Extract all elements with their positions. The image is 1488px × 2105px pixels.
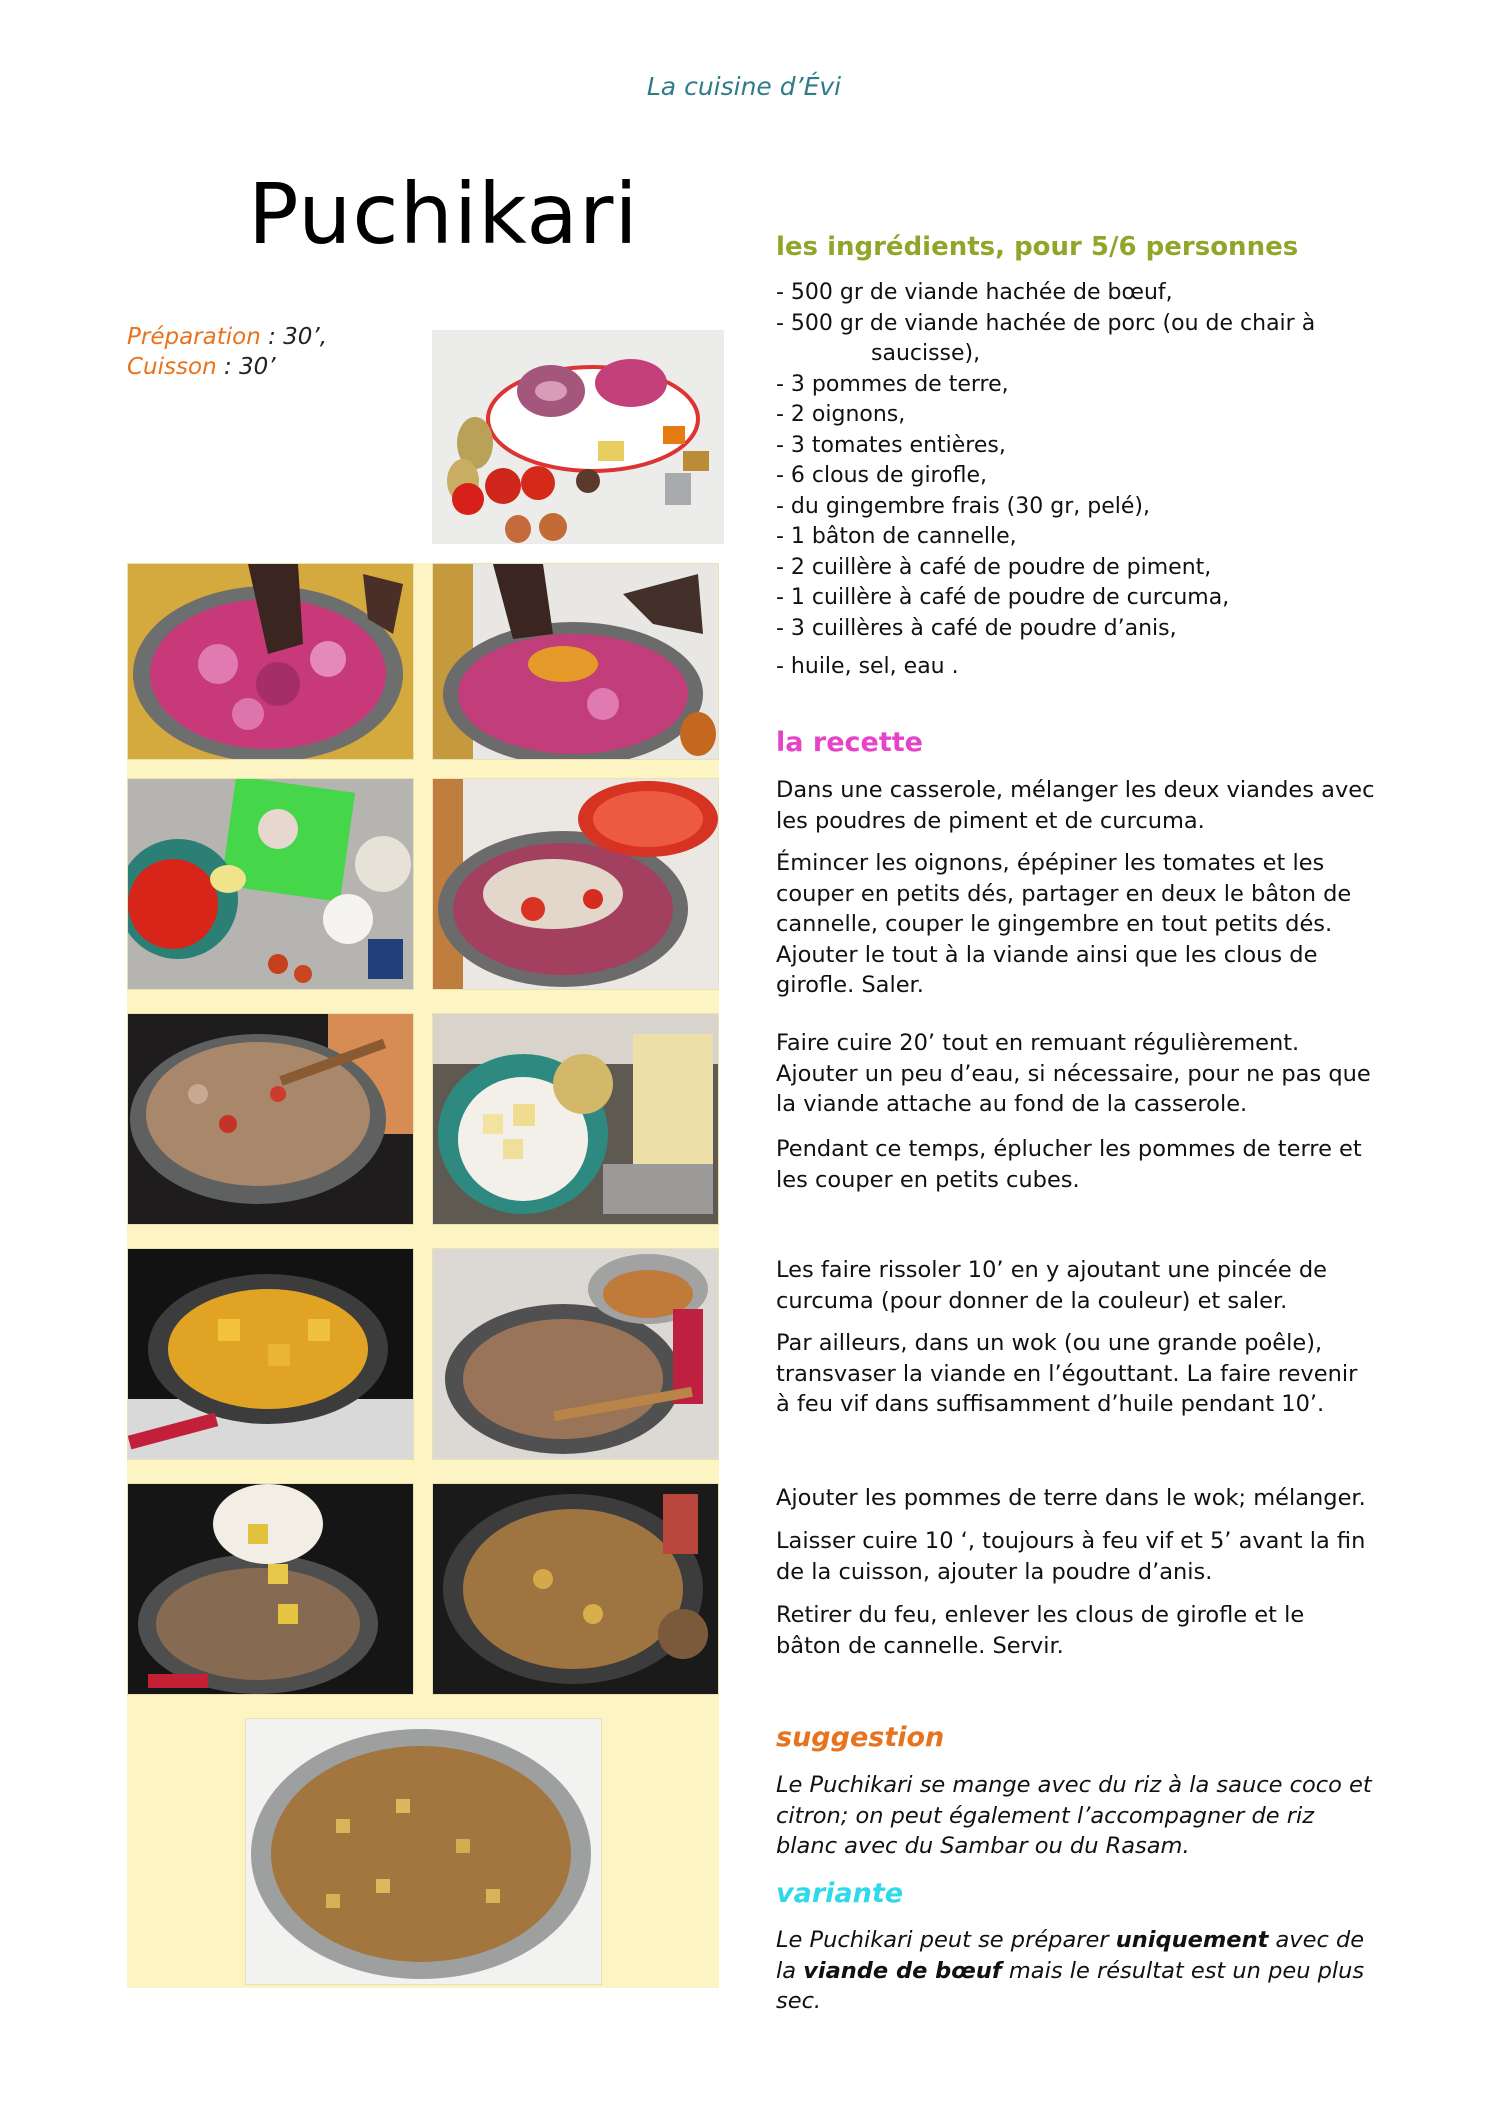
ingredient-item: - 500 gr de viande hachée de porc (ou de chair à (776, 310, 1316, 336)
ingredient-item: - 3 cuillères à café de poudre d’anis, (776, 615, 1177, 641)
suggestion-heading: suggestion (776, 1722, 945, 1753)
variant-text (776, 1925, 1376, 2017)
ingredients-list (776, 278, 1376, 644)
method-step: Émincer les oignons, épépiner les tomates et les couper en petits dés, partager en deux le bâton de cannelle, couper le gingembre en tout petits dés. Ajouter le tout à la viande ainsi que les clous de girofle. Saler. (776, 850, 1352, 998)
ingredient-item: - 1 bâton de cannelle, (776, 524, 1017, 549)
step-photo-adding-spices (432, 563, 719, 760)
ingredient-item: - du gingembre frais (30 gr, pelé), (776, 493, 1150, 519)
ingredient-item: - 3 tomates entières, (776, 432, 1006, 458)
method-step: Retirer du feu, enlever les clous de girofle et le bâton de cannelle. Servir. (776, 1602, 1305, 1659)
final-dish-photo (245, 1718, 602, 1985)
ingredient-item: - 3 pommes de terre, (776, 371, 1009, 397)
prep-label: Préparation (127, 324, 261, 350)
step-photo-potatoes (432, 1013, 719, 1225)
variant-text-part: mais le résultat est un peu plus sec. (776, 1957, 1365, 2014)
method-heading: la recette (776, 727, 923, 758)
step-photos-panel (127, 563, 719, 1988)
step-photo-mixing-meat (127, 563, 414, 760)
step-photo-wok-meat (432, 1248, 719, 1460)
method-step: Par ailleurs, dans un wok (ou une grande poêle), transvaser la viande en l’égouttant. La faire revenir à feu vif dans suffisamment d’huile pendant 10’. (776, 1330, 1358, 1417)
ingredient-item-last: - huile, sel, eau . (776, 654, 959, 679)
ingredient-item: - 2 cuillère à café de poudre de piment, (776, 554, 1212, 580)
step-photo-adding-potatoes (127, 1483, 414, 1695)
cook-value: : 30’ (216, 354, 276, 380)
ingredient-item: - 6 clous de girofle, (776, 463, 987, 488)
step-photo-frying-potatoes (127, 1248, 414, 1460)
recipe-timing (127, 322, 327, 382)
variant-text-part: Le Puchikari peut se préparer (776, 1927, 1116, 1953)
method-step: Dans une casserole, mélanger les deux viandes avec les poudres de piment et de curcuma. (776, 777, 1375, 834)
site-title: La cuisine d’Évi (646, 72, 842, 101)
cook-time (127, 352, 327, 382)
suggestion-text: Le Puchikari se mange avec du riz à la sauce coco et citron; on peut également l’accompagner de riz blanc avec du Sambar ou du Rasam. (776, 1772, 1372, 1859)
variant-heading: variante (776, 1878, 904, 1909)
step-photo-chopping (127, 778, 414, 990)
method-step: Ajouter les pommes de terre dans le wok; mélanger. (776, 1485, 1366, 1511)
step-photo-mixing-wok (432, 1483, 719, 1695)
prep-time (127, 322, 327, 352)
ingredients-photo (432, 330, 724, 544)
ingredient-item: saucisse), (871, 341, 981, 366)
variant-emphasis-only: uniquement (1115, 1927, 1269, 1953)
prep-value: : 30’, (260, 324, 328, 350)
variant-emphasis-beef: viande de bœuf (803, 1957, 1002, 1984)
method-step: Faire cuire 20’ tout en remuant régulièrement. Ajouter un peu d’eau, si nécessaire, pour ne pas que la viande attache au fond de la casserole. (776, 1030, 1371, 1117)
method-step: Laisser cuire 10 ‘, toujours à feu vif et 5’ avant la fin de la cuisson, ajouter la poudre d’anis. (776, 1528, 1366, 1585)
ingredient-item: - 1 cuillère à café de poudre de curcuma, (776, 585, 1230, 610)
step-photo-vegetables-in-pot (432, 778, 719, 990)
method-step: Pendant ce temps, éplucher les pommes de terre et les couper en petits cubes. (776, 1136, 1362, 1193)
variant-text-part: avec de la (776, 1927, 1365, 1984)
recipe-title: Puchikari (248, 165, 639, 263)
ingredients-heading: les ingrédients, pour 5/6 personnes (776, 232, 1299, 262)
cook-label: Cuisson (127, 354, 217, 380)
step-photo-cooking-meat (127, 1013, 414, 1225)
ingredient-item: - 500 gr de viande hachée de bœuf, (776, 280, 1173, 305)
ingredient-item: - 2 oignons, (776, 402, 906, 427)
method-step: Les faire rissoler 10’ en y ajoutant une pincée de curcuma (pour donner de la couleur) et saler. (776, 1257, 1327, 1314)
